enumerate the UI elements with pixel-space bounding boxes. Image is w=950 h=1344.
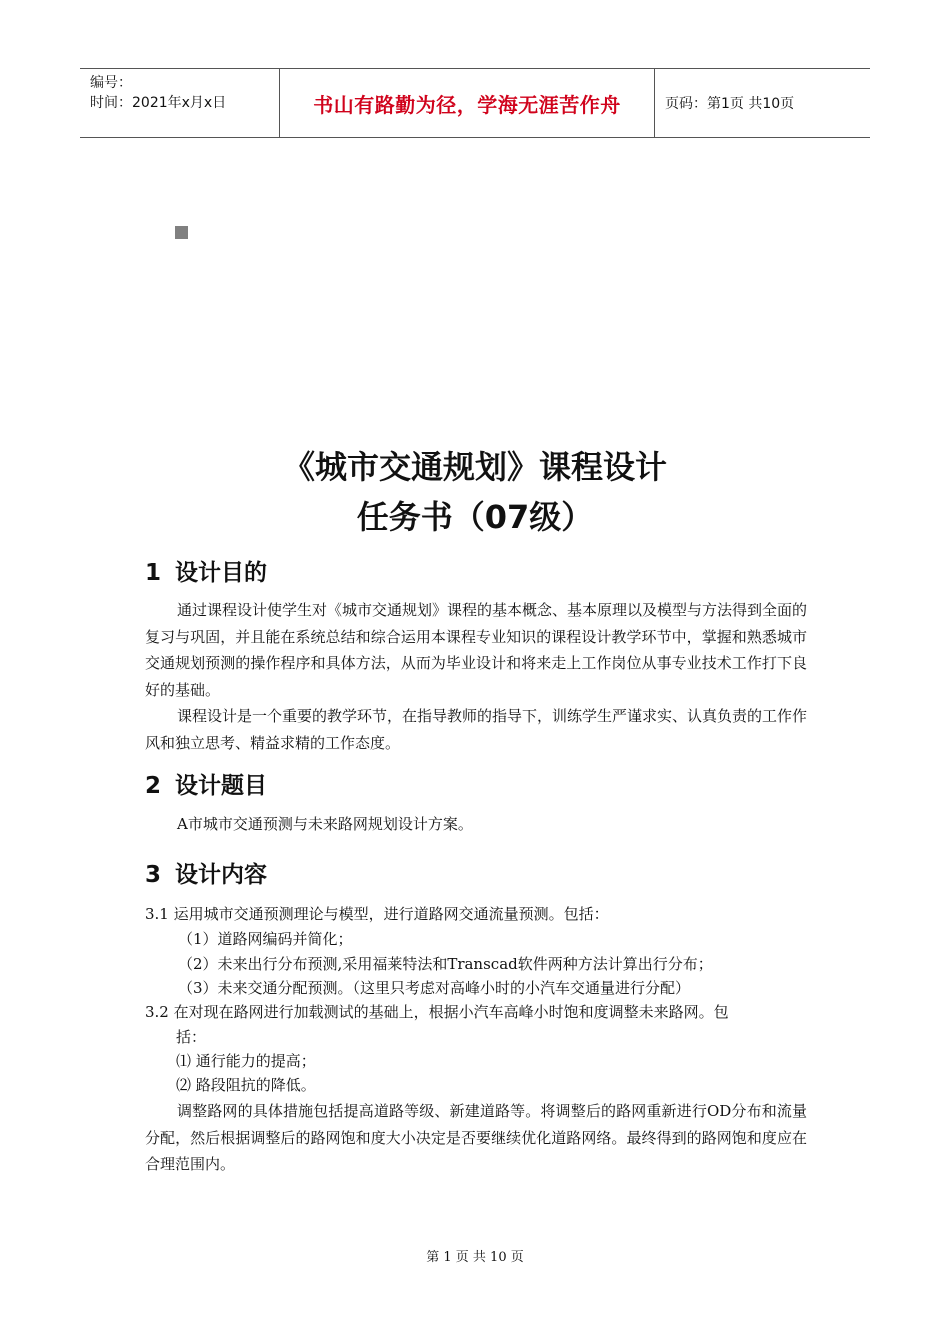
header-motto: 书山有路勤为径，学海无涯苦作舟 [280,69,655,137]
section-2-heading [145,767,267,800]
number-label: 编号： [90,75,132,91]
item-3-2-line2: 括： [176,1028,207,1046]
section-3-final-paragraph: 调整路网的具体措施包括提高道路等级、新建道路等。将调整后的路网重新进行OD分布和流量分配，然后根据调整后的路网饱和度大小决定是否要继续优化道路网络。最终得到的路网饱和度应在合理范围内。 [145,1102,807,1173]
section-title: 设计内容 [175,862,267,888]
section-2-paragraph: A市城市交通预测与未来路网规划设计方案。 [177,815,473,833]
section-title: 设计目的 [175,560,267,586]
time-label: 时间：2021年x月x日 [90,95,227,111]
page-header [80,68,870,138]
item-3-2-b: ⑵ 路段阻抗的降低。 [176,1076,316,1094]
section-number: 1 [145,560,162,586]
item-3-1-a: （1）道路网编码并简化； [178,930,353,948]
page-footer: 第 1 页 共 10 页 [426,1250,524,1265]
header-page-info: 页码：第1页 共10页 [665,96,795,112]
section-title: 设计题目 [175,773,267,799]
document-title-line1: 《城市交通规划》课程设计 [282,448,667,486]
section-1-paragraph-1: 通过课程设计使学生对《城市交通规划》课程的基本概念、基本原理以及模型与方法得到全面的复习与巩固，并且能在系统总结和综合运用本课程专业知识的课程设计教学环节中，掌握和熟悉城市交通规划预测的操作程序和具体方法，从而为毕业设计和将来走上工作岗位从事专业技术工作打下良好的基础。 [145,601,808,699]
section-number: 2 [145,773,162,799]
item-3-1: 3.1 运用城市交通预测理论与模型，进行道路网交通流量预测。包括： [145,905,609,923]
item-3-1-b: （2）未来出行分布预测,采用福莱特法和Transcad软件两种方法计算出行分布； [178,955,713,973]
section-1-paragraph-2: 课程设计是一个重要的教学环节，在指导教师的指导下，训练学生严谨求实、认真负责的工作作风和独立思考、精益求精的工作态度。 [145,707,808,752]
item-3-1-c: （3）未来交通分配预测。（这里只考虑对高峰小时的小汽车交通量进行分配） [178,979,691,997]
document-title-line2: 任务书（07级） [356,498,594,536]
section-number: 3 [145,862,162,888]
section-1-heading [145,554,267,587]
item-3-2-line1: 3.2 在对现在路网进行加载测试的基础上，根据小汽车高峰小时饱和度调整未来路网。包 [145,1003,729,1021]
square-bullet-icon [175,226,188,239]
section-3-heading [145,856,267,889]
item-3-2-a: ⑴ 通行能力的提高； [176,1052,316,1070]
header-left-cell [80,69,280,137]
